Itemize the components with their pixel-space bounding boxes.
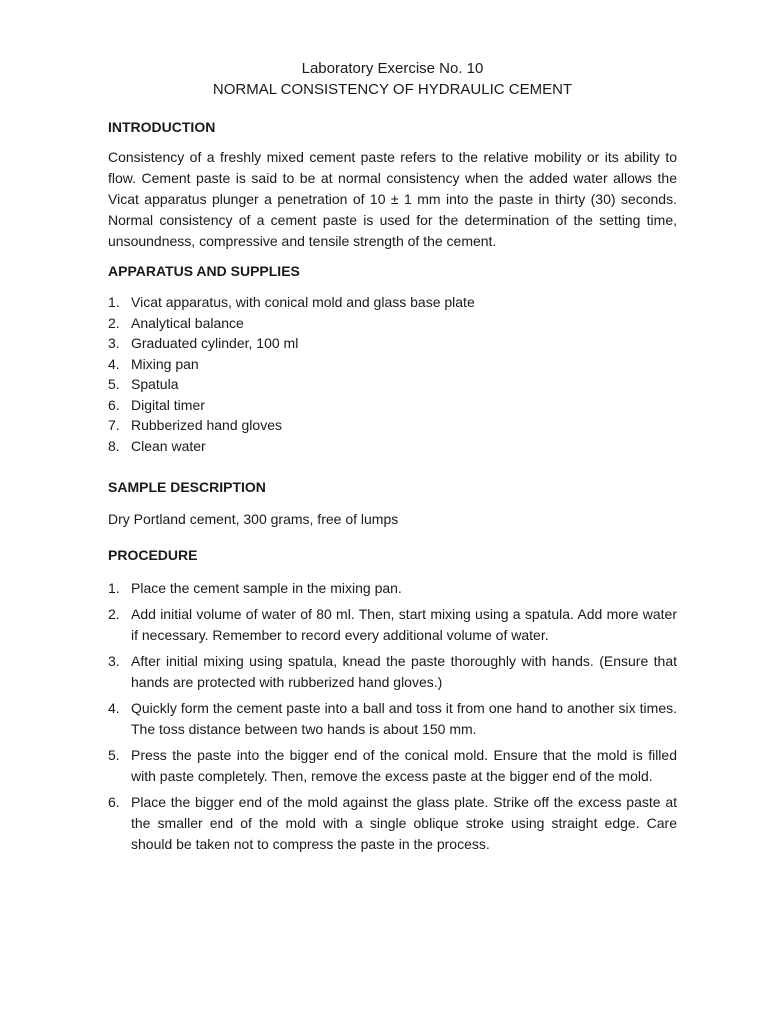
list-item-text: Graduated cylinder, 100 ml [131, 335, 299, 351]
document-page [108, 58, 677, 860]
list-number: 3. [108, 335, 120, 351]
apparatus-list [108, 292, 677, 456]
list-item [108, 745, 677, 787]
list-item [108, 698, 677, 740]
document-title [108, 58, 677, 100]
introduction-text: Consistency of a freshly mixed cement paste refers to the relative mobility or its ability to flow. Cement paste is said to be at normal consistency when the added water allows the Vicat apparatus plunger a penetration of 10 ± 1 mm into the paste in thirty (30) seconds. Normal consistency of a cement paste is used for the determination of the setting time, unsoundness, compressive and tensile strength of the cement. [108, 149, 677, 249]
list-number: 6. [108, 396, 120, 413]
list-item [108, 333, 677, 354]
list-item-text: Mixing pan [131, 355, 199, 372]
list-item [108, 436, 677, 457]
list-item-text: Digital timer [131, 396, 205, 413]
list-item [108, 578, 677, 599]
list-item [108, 354, 677, 375]
list-number: 5. [108, 376, 120, 392]
list-item-text: Quickly form the cement paste into a ball and toss it from one hand to another six times. The toss distance between two hands is about 150 mm. [131, 700, 677, 737]
list-item-text: Place the bigger end of the mold against the glass plate. Strike off the excess paste at the smaller end of the mold with a single oblique stroke using straight edge. Care should be taken not to compress the paste in the process. [131, 794, 677, 852]
list-number: 1. [108, 580, 120, 596]
procedure-list [108, 578, 677, 855]
list-number: 3. [108, 653, 120, 669]
apparatus-heading: APPARATUS AND SUPPLIES [108, 263, 300, 279]
list-item [108, 415, 677, 436]
list-number: 7. [108, 417, 120, 433]
list-item-text: Clean water [131, 437, 206, 454]
introduction-heading: INTRODUCTION [108, 119, 216, 135]
list-number: 2. [108, 314, 120, 331]
sample-text: Dry Portland cement, 300 grams, free of lumps [108, 511, 399, 527]
list-item [108, 292, 677, 313]
exercise-title: NORMAL CONSISTENCY OF HYDRAULIC CEMENT [212, 81, 573, 98]
list-number: 1. [108, 294, 120, 310]
list-item-text: Spatula [131, 376, 179, 392]
sample-heading: SAMPLE DESCRIPTION [108, 479, 266, 495]
list-item [108, 395, 677, 416]
list-item-text: Place the cement sample in the mixing pan. [131, 580, 402, 596]
list-number: 4. [108, 700, 120, 716]
list-item-text: Add initial volume of water of 80 ml. Then, start mixing using a spatula. Add more water if necessary. Remember to record every additional volume of water. [131, 606, 677, 643]
list-item [108, 604, 677, 646]
list-item-text: Rubberized hand gloves [131, 417, 282, 433]
list-number: 6. [108, 794, 120, 810]
list-item-text: Vicat apparatus, with conical mold and glass base plate [131, 294, 475, 310]
list-number: 5. [108, 747, 120, 763]
list-item [108, 651, 677, 693]
list-number: 4. [108, 355, 120, 372]
list-item-text: Press the paste into the bigger end of the conical mold. Ensure that the mold is filled with paste completely. Then, remove the excess paste at the bigger end of the mold. [131, 747, 677, 784]
list-item [108, 792, 677, 855]
list-item-text: Analytical balance [131, 314, 244, 331]
exercise-number: Laboratory Exercise No. 10 [301, 60, 484, 77]
list-item [108, 374, 677, 395]
list-item [108, 313, 677, 334]
list-number: 8. [108, 437, 120, 454]
list-number: 2. [108, 606, 120, 622]
list-item-text: After initial mixing using spatula, knead the paste thoroughly with hands. (Ensure that hands are protected with rubberized hand gloves.) [131, 653, 677, 690]
procedure-heading: PROCEDURE [108, 547, 198, 563]
